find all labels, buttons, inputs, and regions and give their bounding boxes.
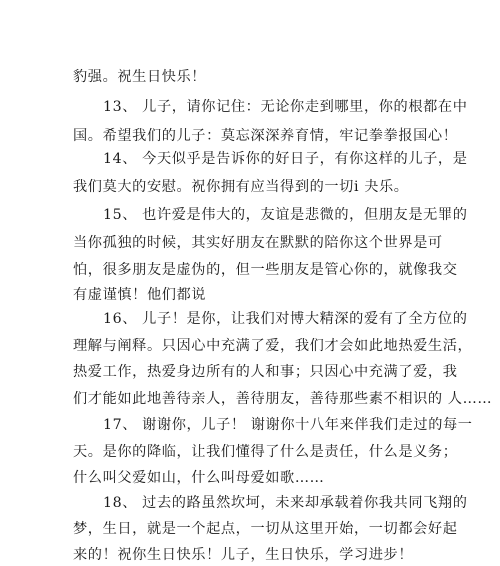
paragraph-17-line: 17、 谢谢你，儿子！ 谢谢你十八年来伴我们走过的每一 <box>103 417 473 433</box>
text-line: 们才能如此地善待亲人，善待朋友，善待那些素不相识的 人…… <box>73 391 493 407</box>
text-line: 有虚谨慎！他们都说 <box>73 287 207 303</box>
paragraph-18-line: 18、 过去的路虽然坎坷，未来却承载着你我共同飞翔的 <box>103 495 468 511</box>
text-line: 国。希望我们的儿子：莫忘深深养育情，牢记拳拳报国心！ <box>73 128 458 144</box>
text-line: 豹强。祝生日快乐！ <box>73 69 207 85</box>
text-line: 热爱工作，热爱身边所有的人和事；只因心中充满了爱，我 <box>73 364 458 380</box>
text-line: 什么叫父爱如山，什么叫母爱如歌…… <box>73 470 325 486</box>
paragraph-13-line: 13、 儿子，请你记住：无论你走到哪里，你的根都在中 <box>103 99 468 115</box>
paragraph-16-line: 16、 儿子！是你，让我们对博大精深的爱有了全方位的 <box>103 311 468 327</box>
text-line: 来的！祝你生日快乐！儿子，生日快乐，学习进步！ <box>73 547 414 563</box>
text-line: 天。是你的降临，让我们懂得了什么是责任，什么是义务； <box>73 444 458 460</box>
text-line: 当你孤独的时候，其实好朋友在默默的陪你这个世界是可 <box>73 235 443 251</box>
text-line: 梦，生日，就是一个起点，一切从这里开始，一切都会好起 <box>73 521 458 537</box>
paragraph-15-line: 15、 也许爱是伟大的，友谊是悲微的，但朋友是无罪的 <box>103 207 468 223</box>
paragraph-14-line: 14、 今天似乎是告诉你的好日子，有你这样的儿子，是 <box>103 151 468 167</box>
text-line: 理解与阐释。只因心中充满了爱，我们才会如此地热爱生活， <box>73 338 473 354</box>
text-line: 我们莫大的安慰。祝你拥有应当得到的一切i 夬乐。 <box>73 179 409 195</box>
text-line: 怕，很多朋友是虚伪的，但一些朋友是管心你的，就像我交 <box>73 262 458 278</box>
